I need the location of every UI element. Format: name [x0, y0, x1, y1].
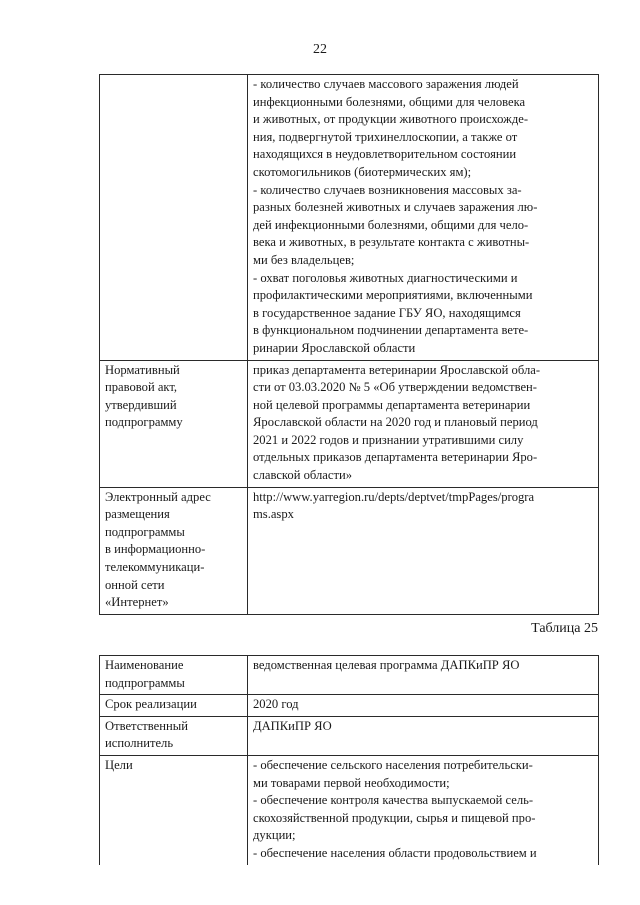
- table-row: [100, 360, 599, 487]
- row-value: ведомственная целевая программа ДАПКиПР ЯО: [253, 658, 520, 672]
- row-value-cell: [248, 360, 599, 487]
- row-label: Нормативный правовой акт, утвердивший подпрограмму: [105, 362, 183, 430]
- table-row: [100, 695, 599, 717]
- table-row: [100, 716, 599, 755]
- page-number: 22: [313, 42, 327, 57]
- row-label-cell: [100, 695, 248, 717]
- row-value-cell: [248, 716, 599, 755]
- table-row: [100, 487, 599, 614]
- legal-act-text: приказ департамента ветеринарии Ярославской обла- сти от 03.03.2020 № 5 «Об утверждении ведомствен- ной целевой программы департамента ветеринарии Ярославской области на 2020 год и плановый период 2021 и 2022 годов и признании утратившими силу отдельных приказов департамента ветеринарии Яро- славской области»: [253, 362, 541, 483]
- web-address-text: http://www.yarregion.ru/depts/deptvet/tmpPages/progra ms.aspx: [253, 489, 535, 522]
- row-value-cell: [248, 75, 599, 361]
- row-value: ДАПКиПР ЯО: [253, 718, 332, 733]
- table-row: [100, 755, 599, 864]
- row-value: 2020 год: [253, 697, 299, 712]
- row-value-cell: [248, 755, 599, 864]
- row-label-cell: [100, 487, 248, 614]
- row-value-cell: [248, 656, 599, 695]
- row-label: Электронный адрес размещения подпрограммы в информационно- телекоммуникаци- онной сети «Интернет»: [105, 489, 211, 610]
- row-label-cell: [100, 360, 248, 487]
- row-label-cell: [100, 75, 248, 361]
- row-label-cell: [100, 716, 248, 755]
- row-value-cell: [248, 695, 599, 717]
- row-label-cell: [100, 656, 248, 695]
- table-row: [100, 656, 599, 695]
- row-label-cell: [100, 755, 248, 864]
- indicators-text: - количество случаев массового заражения людей инфекционными болезнями, общими для человека и животных, от продукции животного происхожде- ния, подвергнутой трихинеллоскопии, а также от находящихся в неудовлетворительном состоянии скотомогильников (биотермических ям); - количество случаев возникновения массовых за- разных болезней животных и случаев заражения лю- дей инфекционными болезнями, общими для чело- века и животных, в результате контакта с животны- ми без владельцев; - охват поголовья животных диагностическими и профилактическими мероприятиями, включенными в государственное задание ГБУ ЯО, находящимся в функциональном подчинении департамента вете- ринарии Ярославской области: [253, 77, 538, 355]
- row-label: Наименование подпрограммы: [105, 658, 185, 690]
- table-row: [100, 75, 599, 361]
- row-value-cell: [248, 487, 599, 614]
- goals-text: - обеспечение сельского населения потребительски- ми товарами первой необходимости; - обеспечение контроля качества выпускаемой сель- скохозяйственной продукции, сырья и пищевой про- дукции; - обеспечение населения области продовольствием и: [253, 757, 537, 860]
- program-passport-table-continued: [99, 74, 599, 615]
- row-label: Срок реализации: [105, 697, 197, 712]
- table-caption: Таблица 25: [531, 621, 598, 636]
- row-label: Цели: [105, 757, 133, 772]
- program-passport-table: [99, 655, 599, 865]
- row-label: Ответственный исполнитель: [105, 718, 188, 751]
